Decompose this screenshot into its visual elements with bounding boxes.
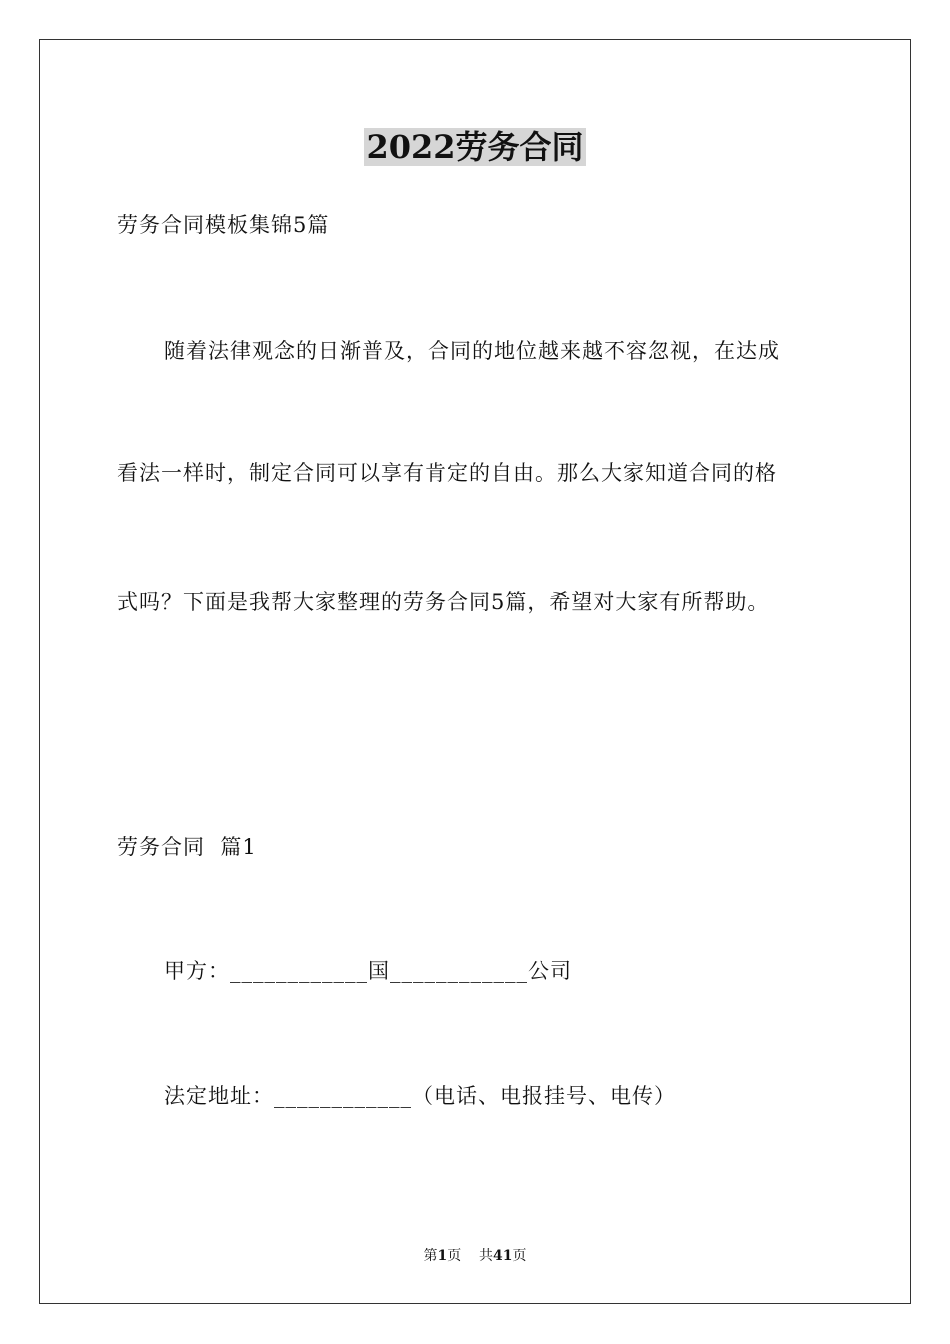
section-heading: 劳务合同 篇1 xyxy=(117,835,257,859)
document-title-text: 2022劳务合同 xyxy=(366,128,584,166)
party-a-company-label: 公司 xyxy=(528,959,572,983)
footer-page-number: 1 xyxy=(437,1248,448,1264)
footer-total-pages: 41 xyxy=(493,1248,513,1264)
intro-line-1: 随着法律观念的日渐普及，合同的地位越来越不容忽视，在达成 xyxy=(164,339,780,363)
address-line xyxy=(164,1082,676,1110)
footer-middle: 页 共 xyxy=(447,1248,494,1264)
page-footer xyxy=(0,1247,950,1265)
footer-suffix: 页 xyxy=(512,1248,527,1264)
party-a-company-blank: ____________ xyxy=(390,959,528,983)
party-a-country-blank: ____________ xyxy=(230,959,368,983)
address-note: （电话、电报挂号、电传） xyxy=(412,1084,676,1108)
party-a-line xyxy=(164,957,572,985)
subtitle: 劳务合同模板集锦5篇 xyxy=(117,213,330,237)
document-title xyxy=(0,126,950,168)
intro-line-2: 看法一样时，制定合同可以享有肯定的自由。那么大家知道合同的格 xyxy=(117,461,777,485)
address-label: 法定地址： xyxy=(164,1084,274,1108)
address-blank: ____________ xyxy=(274,1084,412,1108)
intro-line-3: 式吗？下面是我帮大家整理的劳务合同5篇，希望对大家有所帮助。 xyxy=(117,590,770,614)
footer-prefix: 第 xyxy=(423,1248,438,1264)
party-a-country-label: 国 xyxy=(368,959,390,983)
party-a-label: 甲方： xyxy=(164,959,230,983)
